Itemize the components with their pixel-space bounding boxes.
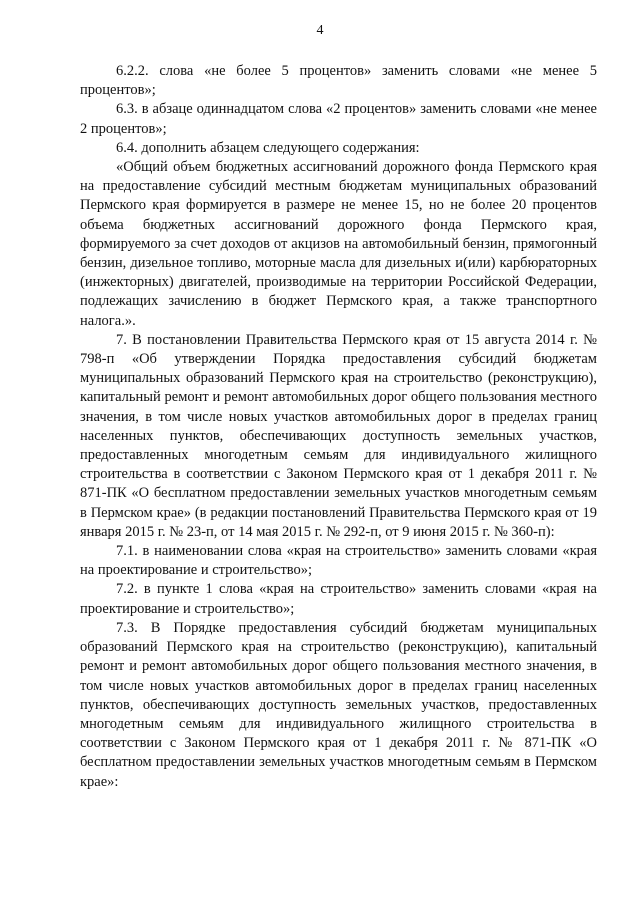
paragraph-6-4: 6.4. дополнить абзацем следующего содержания: [116, 139, 420, 156]
page-number: 4 [316, 23, 324, 38]
paragraph-6-2-2: 6.2.2. слова «не более 5 процентов» заменить словами «не менее 5 процентов»; [80, 63, 597, 99]
paragraph-7-3: 7.3. В Порядке предоставления субсидий бюджетам муниципальных образований Пермского края на строительство (реконструкцию), капитальный ремонт и ремонт автомобильных дорог общего пользования местного значения, в том числе новых участков автомобильных дорог в пределах границ населенных пунктов, обеспечивающих доступность земельных участков, предоставленных многодетным семьям для индивидуального жилищного строительства в соответствии с Законом Пермского края от 1 декабря 2011 г. № 871-ПК «О бесплатном предоставлении земельных участков многодетным семьям в Пермском крае»: [80, 619, 597, 790]
paragraph-6-3: 6.3. в абзаце одиннадцатом слова «2 процентов» заменить словами «не менее 2 процентов»; [80, 101, 597, 137]
paragraph-7: 7. В постановлении Правительства Пермского края от 15 августа 2014 г. № 798-п «Об утверждении Порядка предоставления субсидий бюджетам муниципальных образований Пермского края на строительство (реконструкцию), капитальный ремонт и ремонт автомобильных дорог общего пользования местного значения, в том числе новых участков автомобильных дорог в пределах границ населенных пунктов, обеспечивающих доступность земельных участков, предоставленных многодетным семьям для индивидуального жилищного строительства в соответствии с Законом Пермского края от 1 декабря 2011 г. № 871-ПК «О бесплатном предоставлении земельных участков многодетным семьям в Пермском крае» (в редакции постановлений Правительства Пермского края от 19 января 2015 г. № 23-п, от 14 мая 2015 г. № 292-п, от 9 июня 2015 г. № 360-п): [80, 331, 597, 540]
paragraph-7-1: 7.1. в наименовании слова «края на строительство» заменить словами «края на проектирование и строительство»; [80, 543, 597, 579]
paragraph-7-2: 7.2. в пункте 1 слова «края на строительство» заменить словами «края на проектирование и строительство»; [80, 581, 597, 617]
paragraph-quoted-text: «Общий объем бюджетных ассигнований дорожного фонда Пермского края на предоставление субсидий местным бюджетам муниципальных образований Пермского края формируется в размере не менее 15, но не более 20 процентов объема бюджетных ассигнований дорожного фонда Пермского края, формируемого за счет доходов от акцизов на автомобильный бензин, прямогонный бензин, дизельное топливо, моторные масла для дизельных и(или) карбюраторных (инжекторных) двигателей, производимые на территории Российской Федерации, подлежащих зачислению в бюджет Пермского края, а также транспортного налога.». [80, 159, 597, 329]
document-body [80, 62, 597, 792]
